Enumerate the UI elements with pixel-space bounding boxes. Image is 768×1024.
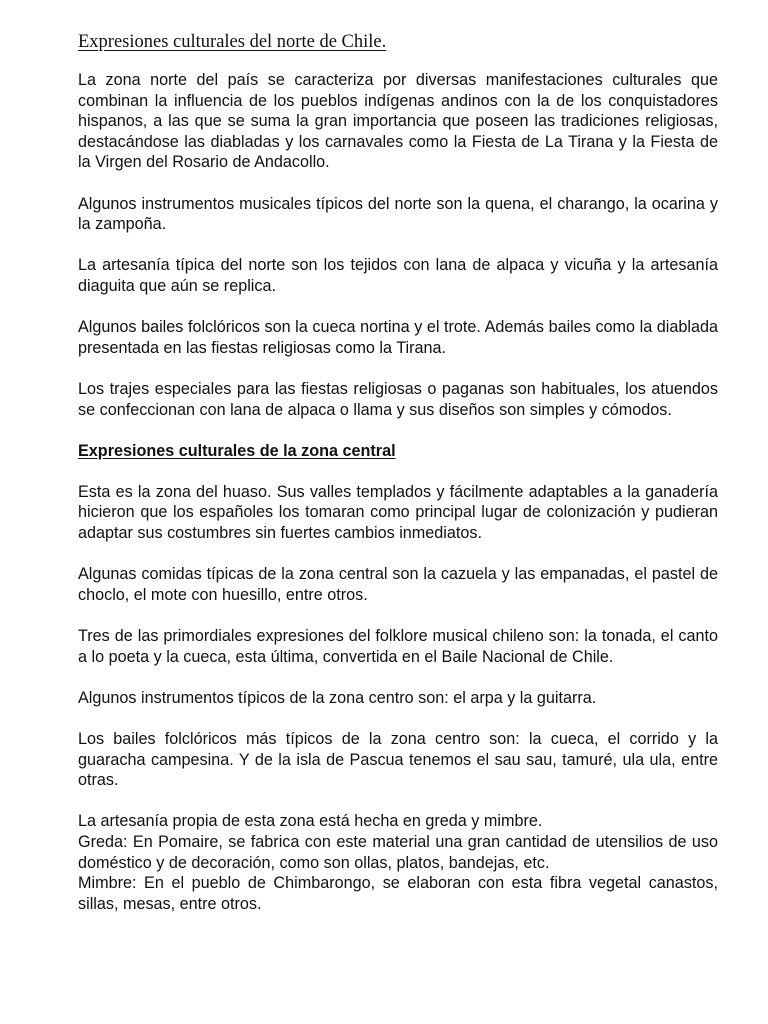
paragraph-central-food: Algunas comidas típicas de la zona central son la cazuela y las empanadas, el pastel de choclo, el mote con huesillo, entre otros. bbox=[78, 565, 718, 604]
section-heading-central: Expresiones culturales de la zona central bbox=[78, 441, 396, 460]
paragraph-north-intro: La zona norte del país se caracteriza por diversas manifestaciones culturales que combinan la influencia de los pueblos indígenas andinos con la de los conquistadores hispanos, a las que se suma la gran importancia que poseen las tradiciones religiosas, destacándose las diabladas y los carnavales como la Fiesta de La Tirana y la Fiesta de la Virgen del Rosario de Andacollo. bbox=[78, 71, 718, 172]
paragraph-central-instruments: Algunos instrumentos típicos de la zona centro son: el arpa y la guitarra. bbox=[78, 688, 597, 707]
paragraph-north-crafts: La artesanía típica del norte son los tejidos con lana de alpaca y vicuña y la artesanía diaguita que aún se replica. bbox=[78, 256, 718, 295]
paragraph-north-dances: Algunos bailes folclóricos son la cueca nortina y el trote. Además bailes como la diablada presentada en las fiestas religiosas como la Tirana. bbox=[78, 318, 718, 357]
paragraph-crafts-mimbre: Mimbre: En el pueblo de Chimbarongo, se elaboran con esta fibra vegetal canastos, sillas, mesas, entre otros. bbox=[78, 874, 718, 913]
paragraph-north-instruments: Algunos instrumentos musicales típicos del norte son la quena, el charango, la ocarina y la zampoña. bbox=[78, 194, 718, 234]
document-page bbox=[78, 30, 718, 914]
paragraph-central-folklore: Tres de las primordiales expresiones del folklore musical chileno son: la tonada, el canto a lo poeta y la cueca, esta última, convertida en el Baile Nacional de Chile. bbox=[78, 627, 718, 666]
document-title: Expresiones culturales del norte de Chile. bbox=[78, 32, 387, 52]
paragraph-north-costumes: Los trajes especiales para las fiestas religiosas o paganas son habituales, los atuendos se confeccionan con lana de alpaca o llama y sus diseños son simples y cómodos. bbox=[78, 379, 718, 419]
paragraph-central-dances: Los bailes folclóricos más típicos de la zona centro son: la cueca, el corrido y la guaracha campesina. Y de la isla de Pascua tenemos el sau sau, tamuré, ula ula, entre otras. bbox=[78, 730, 718, 790]
paragraph-crafts-greda: Greda: En Pomaire, se fabrica con este material una gran cantidad de utensilios de uso doméstico y de decoración, como son ollas, platos, bandejas, etc. bbox=[78, 832, 718, 872]
paragraph-central-intro: Esta es la zona del huaso. Sus valles templados y fácilmente adaptables a la ganadería hicieron que los españoles los tomaran como principal lugar de colonización y pudieran adaptar sus costumbres sin fuertes cambios inmediatos. bbox=[78, 482, 718, 543]
paragraph-central-crafts: La artesanía propia de esta zona está hecha en greda y mimbre. bbox=[78, 812, 543, 831]
